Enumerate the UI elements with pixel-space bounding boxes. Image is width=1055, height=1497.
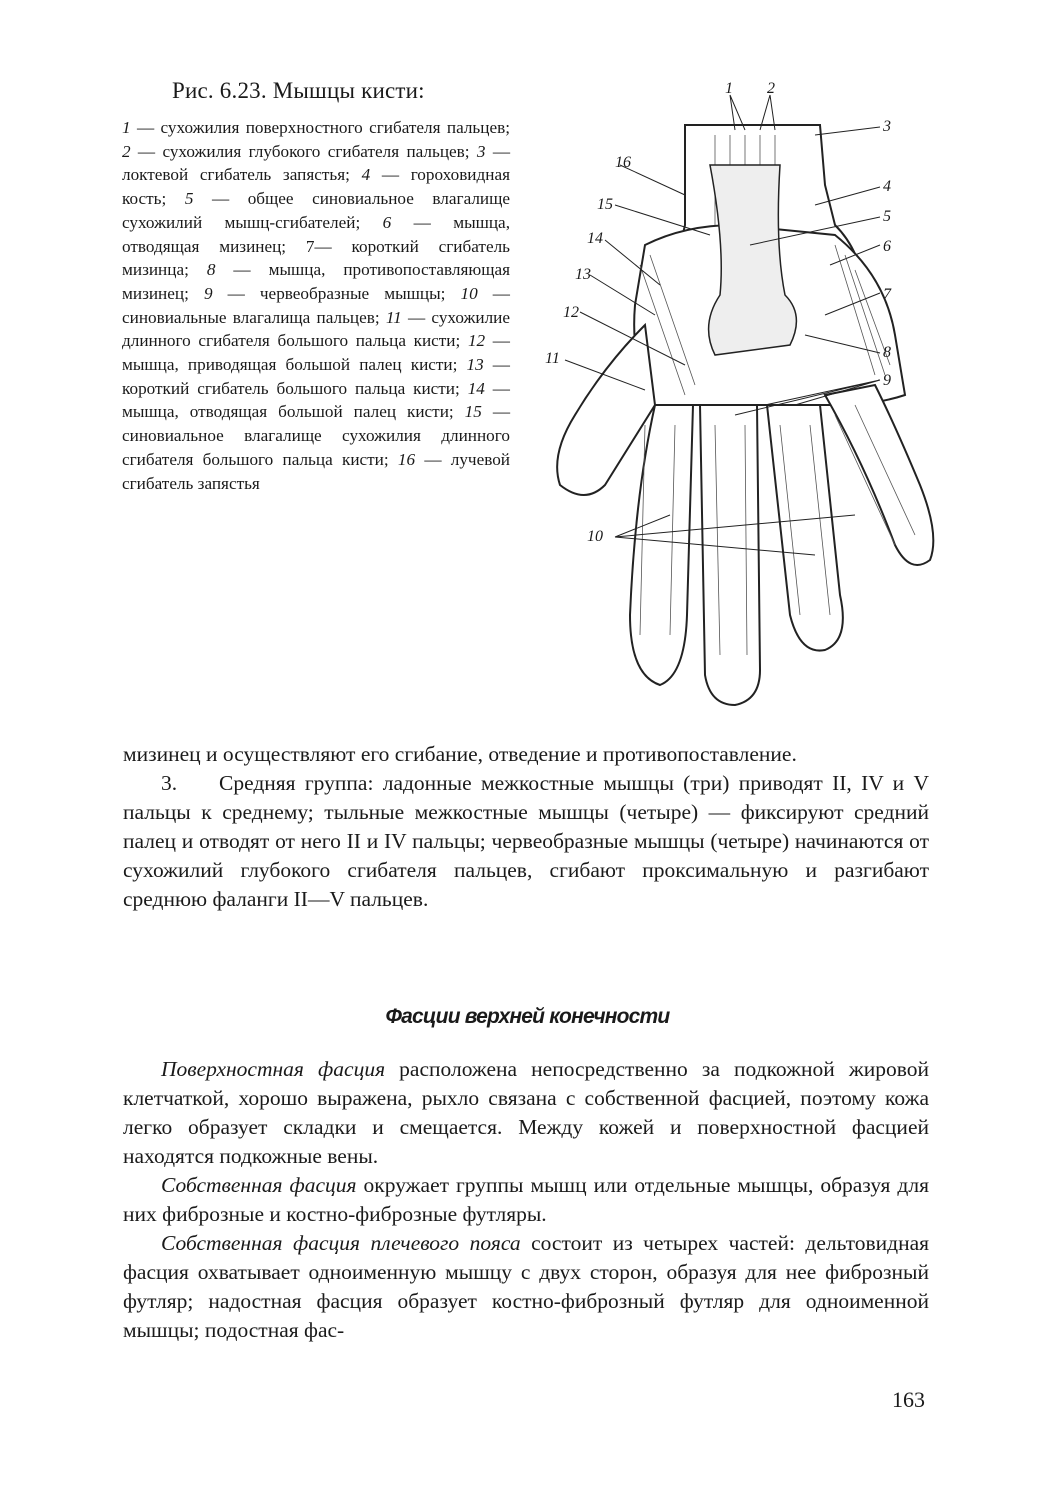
caption-item-15: 15 — синовиальное влагалище сухожилия длинного сгибателя большого пальца кисти;: [122, 402, 511, 469]
label-14: 14: [587, 230, 603, 247]
section-title: Фасции верхней конечности: [385, 1005, 670, 1028]
label-12: 12: [563, 304, 579, 321]
caption-item-14: 14 — мышца, отводящая большой палец кисти;: [122, 378, 510, 422]
caption-item-13: 13 — короткий сгибатель большого пальца кисти;: [122, 355, 510, 398]
label-8: 8: [883, 344, 891, 361]
figure-title: Рис. 6.23. Мышцы кисти:: [172, 78, 425, 103]
hand-drawing: [535, 75, 935, 710]
caption-item-1: 1 — сухожилия поверхностного сгибателя пальцев;: [122, 118, 510, 137]
label-11: 11: [545, 350, 560, 367]
middle-finger-outline: [700, 405, 760, 705]
label-10: 10: [587, 528, 603, 545]
caption-item-6: 6 — мышца, отводящая мизинец;: [122, 212, 510, 256]
label-15: 15: [597, 196, 613, 213]
caption-item-4: 4 — гороховидная кость;: [122, 165, 510, 209]
caption-item-8: 8 — мышца, противопоставляющая мизинец;: [122, 260, 510, 303]
index-finger-outline: [630, 405, 693, 685]
hand-muscles-illustration: [535, 75, 935, 710]
paragraph-middle-group: 3. Средняя группа: ладонные межкостные мышцы (три) приводят II, IV и V пальцы к среднему; тыльные межкостные мышцы (четыре) — фиксируют средний палец и отводят от него II и IV пальцы; червеобразные мышцы (четыре) начинаются от сухожилий глубокого сгибателя пальцев, сгибают проксимальную и разгибают среднюю фаланги II—V пальцев.: [123, 771, 929, 911]
label-6: 6: [883, 238, 891, 255]
caption-item-11: 11 — сухожилие длинного сгибателя большого пальца кисти;: [122, 307, 510, 351]
page-number: 163: [892, 1387, 925, 1412]
body-continuation: [123, 740, 929, 914]
thumb-outline: [557, 325, 655, 495]
paragraph-shoulder-fascia: Собственная фасция плечевого пояса состоит из четырех частей: дельтовидная фасция охватывает одноименную мышцу с двух сторон, образуя для нее фиброзный футляр; надостная фасция образует костно-фиброзный футляр для одноименной мышцы; подостная фас-: [123, 1231, 930, 1342]
list-number: 3.: [161, 771, 178, 795]
label-13: 13: [575, 266, 591, 283]
section-body: [123, 1055, 929, 1345]
caption-item-3: 3 — локтевой сгибатель запястья;: [122, 141, 510, 185]
figure-caption: [122, 116, 510, 495]
paragraph-proper-fascia: Собственная фасция окружает группы мышц или отдельные мышцы, образуя для них фиброзные и костно-фиброзные футляры.: [123, 1173, 929, 1226]
label-7: 7: [883, 286, 891, 303]
label-1: 1: [725, 80, 733, 97]
caption-item-2: 2 — сухожилия глубокого сгибателя пальцев;: [122, 141, 477, 161]
paragraph-continuation: мизинец и осуществляют его сгибание, отведение и противопоставление.: [123, 742, 797, 766]
little-finger-outline: [825, 385, 933, 565]
ring-finger-outline: [767, 405, 843, 651]
caption-item-5: 5 — общее синовиальное влагалище сухожилий мышц-сгибателей;: [122, 189, 510, 232]
caption-item-10: 10 — синовиальные влагалища пальцев;: [122, 283, 510, 327]
label-16: 16: [615, 154, 631, 171]
caption-item-9: 9 — червеобразные мышцы;: [203, 283, 461, 303]
label-4: 4: [883, 178, 891, 195]
caption-item-12: 12 — мышца, приводящая большой палец кисти;: [122, 331, 510, 375]
label-9: 9: [883, 372, 891, 389]
paragraph-superficial-fascia: Поверхностная фасция расположена непосредственно за подкожной жировой клетчаткой, хорошо выражена, рыхло связана с собственной фасцией, поэтому кожа легко образует складки и смещается. Между кожей и поверхностной фасцией находятся подкожные вены.: [123, 1057, 929, 1168]
label-3: 3: [883, 118, 891, 135]
label-5: 5: [883, 208, 891, 225]
label-2: 2: [767, 80, 775, 97]
caption-item-7: 7— короткий сгибатель мизинца;: [122, 236, 510, 280]
caption-item-16: 16 — лучевой сгибатель запястья: [122, 449, 510, 493]
